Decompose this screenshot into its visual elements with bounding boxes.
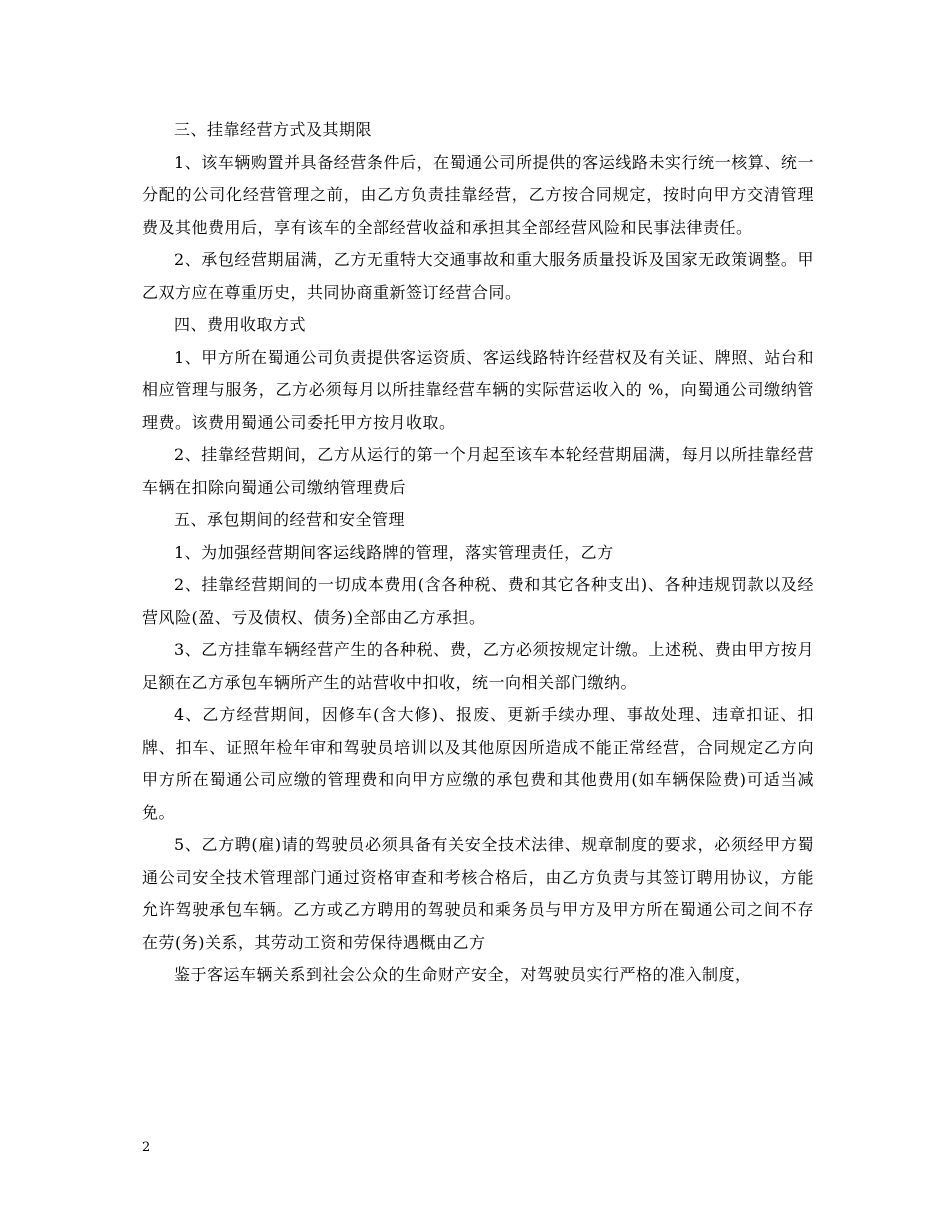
section-heading-5: 五、承包期间的经营和安全管理 bbox=[174, 510, 406, 529]
paragraph-5-1: 1、为加强经营期间客运线路牌的管理，落实管理责任，乙方 bbox=[174, 542, 614, 562]
section-heading-4: 四、费用收取方式 bbox=[174, 315, 307, 334]
document-body bbox=[142, 114, 814, 992]
paragraph-5-4: 4、乙方经营期间，因修车(含大修)、报废、更新手续办理、事故处理、违章扣证、扣牌、扣车、证照年检年审和驾驶员培训以及其他原因所造成不能正常经营，合同规定乙方向甲方所在蜀通公司应缴的管理费和向甲方应缴的承包费和其他费用(如车辆保险费)可适当减免。 bbox=[142, 705, 814, 822]
page-number: 2 bbox=[142, 1140, 151, 1155]
paragraph-3-1: 1、该车辆购置并具备经营条件后，在蜀通公司所提供的客运线路未实行统一核算、统一分配的公司化经营管理之前，由乙方负责挂靠经营，乙方按合同规定，按时向甲方交清管理费及其他费用后，享有该车的全部经营收益和承担其全部经营风险和民事法律责任。 bbox=[142, 152, 814, 237]
paragraph-5-5: 5、乙方聘(雇)请的驾驶员必须具备有关安全技术法律、规章制度的要求，必须经甲方蜀通公司安全技术管理部门通过资格审查和考核合格后，由乙方负责与其签订聘用协议，方能允许驾驶承包车辆。乙方或乙方聘用的驾驶员和乘务员与甲方及甲方所在蜀通公司之间不存在劳(务)关系，其劳动工资和劳保待遇概由乙方 bbox=[142, 835, 814, 952]
paragraph-4-2: 2、挂靠经营期间，乙方从运行的第一个月起至该车本轮经营期届满，每月以所挂靠经营车辆在扣除向蜀通公司缴纳管理费后 bbox=[142, 445, 814, 497]
paragraph-4-1: 1、甲方所在蜀通公司负责提供客运资质、客运线路特许经营权及有关证、牌照、站台和相应管理与服务，乙方必须每月以所挂靠经营车辆的实际营运收入的 %，向蜀通公司缴纳管理费。该费用蜀通公司委托甲方按月收取。 bbox=[142, 347, 814, 432]
section-heading-3: 三、挂靠经营方式及其期限 bbox=[174, 120, 373, 139]
paragraph-5-2: 2、挂靠经营期间的一切成本费用(含各种税、费和其它各种支出)、各种违规罚款以及经营风险(盈、亏及债权、债务)全部由乙方承担。 bbox=[142, 575, 814, 627]
paragraph-3-2: 2、承包经营期届满，乙方无重特大交通事故和重大服务质量投诉及国家无政策调整。甲乙双方应在尊重历史，共同协商重新签订经营合同。 bbox=[142, 250, 814, 302]
paragraph-driver-access: 鉴于客运车辆关系到社会公众的生命财产安全，对驾驶员实行严格的准入制度， bbox=[174, 965, 752, 984]
paragraph-5-3: 3、乙方挂靠车辆经营产生的各种税、费，乙方必须按规定计缴。上述税、费由甲方按月足额在乙方承包车辆所产生的站营收中扣收，统一向相关部门缴纳。 bbox=[142, 640, 814, 692]
